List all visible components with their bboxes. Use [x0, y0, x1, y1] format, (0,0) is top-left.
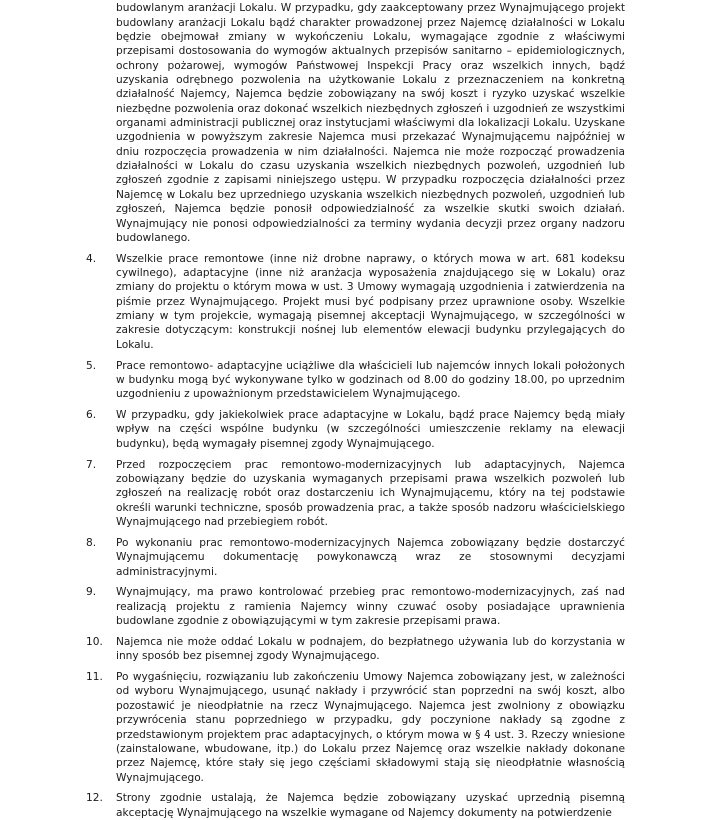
item-text: Przed rozpoczęciem prac remontowo-modernizacyjnych lub adaptacyjnych, Najemca zobowiązany będzie do uzyskania wymaganych przepisami prawa wszelkich pozwoleń lub zgłoszeń na realizację robót oraz dostarczeniu ich Wynajmującemu, który na tej podstawie określi warunki techniczne, sposób prowadzenia prac, a także sposób nadzoru właścicielskiego Wynajmującego nad przebiegiem robót.	[116, 458, 625, 529]
item-text: Po wykonaniu prac remontowo-modernizacyjnych Najemca zobowiązany będzie dostarczyć Wynajmującemu dokumentację powykonawczą wraz ze stosownymi decyzjami administracyjnymi.	[116, 536, 625, 578]
list-item	[0, 670, 706, 785]
list-item	[0, 791, 706, 820]
item-text: Strony zgodnie ustalają, że Najemca będzie zobowiązany uzyskać uprzednią pisemną akceptację Wynajmującego na wszelkie wymagane od Najemcy dokumenty na potwierdzenie	[116, 792, 625, 819]
list-item	[0, 458, 706, 530]
item-number: 10.	[86, 635, 103, 648]
item-number: 9.	[86, 586, 97, 599]
item-text: Po wygaśnięciu, rozwiązaniu lub zakończeniu Umowy Najemca zobowiązany jest, w zależności od wyboru Wynajmującego, usunąć nakłady i przywrócić stan poprzedni na swój koszt, albo pozostawić je nieodpłatnie na rzecz Wynajmującego. Najemca jest zwolniony z obowiązku przywrócenia stanu poprzedniego w przypadku, gdy poczynione nakłady są zgodne z przedstawionym projektem prac adaptacyjnych, o którym mowa w § 4 ust. 3. Rzeczy wniesione (zainstalowane, wbudowane, itp.) do Lokalu przez Najemcę oraz wszelkie nakłady dokonane przez Najemcę, które stały się jego częściami składowymi stają się nieodpłatnie własnością Wynajmującego.	[116, 671, 625, 784]
list-item	[0, 635, 706, 664]
item-number: 5.	[86, 359, 97, 372]
list-item	[0, 359, 706, 402]
list-item	[0, 408, 706, 451]
list-item	[0, 536, 706, 579]
item-number: 7.	[86, 458, 97, 471]
list-item	[0, 585, 706, 628]
item-number: 11.	[86, 671, 103, 684]
item-number: 6.	[86, 409, 97, 422]
item-number: 8.	[86, 536, 97, 549]
item-text: Wynajmujący, ma prawo kontrolować przebieg prac remontowo-modernizacyjnych, zaś nad realizacją projektu z ramienia Najemcy winny czuwać osoby posiadające uprawnienia budowlane zgodnie z obowiązującymi w tym zakresie przepisami prawa.	[116, 586, 625, 628]
item-text: W przypadku, gdy jakiekolwiek prace adaptacyjne w Lokalu, bądź prace Najemcy będą miały wpływ na części wspólne budynku (w szczególności umieszczenie reklamy na elewacji budynku), będą wymagały pisemnej zgody Wynajmującego.	[116, 409, 625, 450]
item-text: Prace remontowo- adaptacyjne uciążliwe dla właścicieli lub najemców innych lokali położonych w budynku mogą być wykonywane tylko w godzinach od 8.00 do godziny 18.00, po uprzednim uzgodnieniu z upoważnionym przedstawicielem Wynajmującego.	[116, 359, 625, 401]
paragraph-continuation: budowlanym aranżacji Lokalu. W przypadku, gdy zaakceptowany przez Wynajmującego projekt budowlany aranżacji Lokalu bądź charakter prowadzonej przez Najemcę działalności w Lokalu będzie obejmował zmiany w wykończeniu Lokalu, wymagające zgodnie z właściwymi przepisami dostosowania do wymogów aktualnych przepisów sanitarno – epidemiologicznych, ochrony pożarowej, wymogów Państwowej Inspekcji Pracy oraz wszelkich innych, bądź uzyskania odrębnego pozwolenia na użytkowanie Lokalu z przeznaczeniem na konkretną działalność Najemcy, Najemca będzie zobowiązany na swój koszt i ryzyko uzyskać wszelkie niezbędne pozwolenia oraz dokonać wszelkich niezbędnych zgłoszeń i uzgodnień ze wszystkimi organami administracji publicznej oraz instytucjami właściwymi dla lokalizacji Lokalu. Uzyskane uzgodnienia w powyższym zakresie Najemca musi przekazać Wynajmującemu najpóźniej w dniu rozpoczęcia prowadzenia w nim działalności. Najemca nie może rozpocząć prowadzenia działalności w Lokalu do czasu uzyskania wszelkich niezbędnych pozwoleń, uzgodnień lub zgłoszeń zgodnie z zapisami niniejszego ustępu. W przypadku rozpoczęcia działalności przez Najemcę w Lokalu bez uprzedniego uzyskania wszelkich niezbędnych pozwoleń, uzgodnień lub zgłoszeń, Najemca będzie ponosił odpowiedzialność za wszelkie skutki swoich działań. Wynajmujący nie ponosi odpowiedzialności za terminy wydania decyzji przez organy nadzoru budowlanego.	[116, 2, 625, 244]
item-text: Wszelkie prace remontowe (inne niż drobne naprawy, o których mowa w art. 681 kodeksu cywilnego), adaptacyjne (inne niż aranżacja wyposażenia znajdującego się w Lokalu) oraz zmiany do projektu o którym mowa w ust. 3 Umowy wymagają uzgodnienia i zatwierdzenia na piśmie przez Wynajmującego. Projekt musi być podpisany przez uprawnione osoby. Wszelkie zmiany w tym projekcie, wymagają pisemnej akceptacji Wynajmującego, w szczególności w zakresie dotyczącym: konstrukcji nośnej lub elementów elewacji budynku przylegających do Lokalu.	[116, 252, 625, 351]
item-number: 12.	[86, 792, 103, 805]
item-number: 4.	[86, 252, 97, 265]
item-text: Najemca nie może oddać Lokalu w podnajem, do bezpłatnego używania lub do korzystania w inny sposób bez pisemnej zgody Wynajmującego.	[116, 635, 625, 663]
list-item	[0, 252, 706, 352]
